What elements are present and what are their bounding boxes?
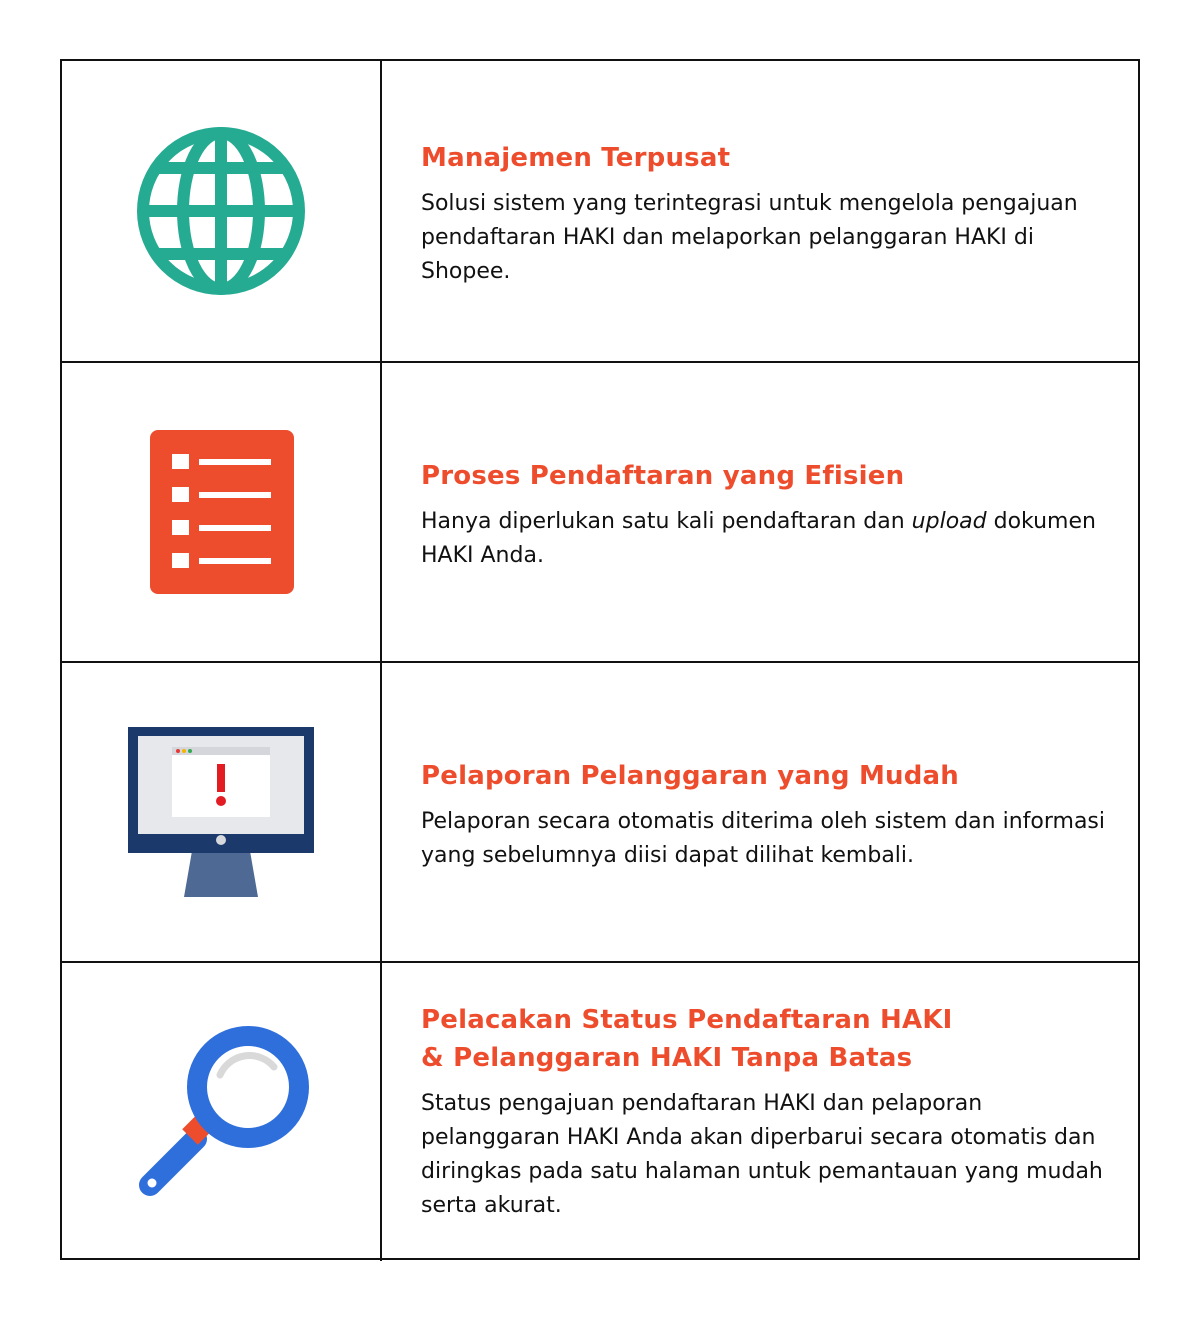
feature-title (421, 1001, 1118, 1077)
feature-description-emphasis: upload (911, 509, 987, 534)
checklist-document-icon (62, 363, 382, 663)
feature-row-status-tracking (62, 961, 1138, 1261)
feature-title-line: & Pelanggaran HAKI Tanpa Batas (421, 1043, 913, 1073)
magnifying-glass-icon (62, 963, 382, 1263)
feature-row-easy-reporting (62, 661, 1138, 961)
feature-icon-cell (62, 363, 382, 661)
feature-description: Pelaporan secara otomatis diterima oleh sistem dan informasi yang sebelumnya diisi dapat dilihat kembali. (421, 809, 1105, 868)
feature-description: Status pengajuan pendaftaran HAKI dan pelaporan pelanggaran HAKI Anda akan diperbarui secara otomatis dan diringkas pada satu halaman untuk pemantauan yang mudah serta akurat. (421, 1091, 1103, 1218)
feature-title: Pelaporan Pelanggaran yang Mudah (421, 761, 960, 791)
feature-description-text: dokumen HAKI Anda. (421, 509, 1096, 568)
feature-icon-cell (62, 663, 382, 961)
feature-text (421, 1001, 1118, 1223)
feature-title-line: Pelacakan Status Pendaftaran HAKI (421, 1005, 953, 1035)
feature-description-text: Hanya diperlukan satu kali pendaftaran dan (421, 509, 912, 534)
feature-description (421, 505, 1118, 573)
feature-title: Proses Pendaftaran yang Efisien (421, 461, 905, 491)
feature-text (421, 757, 1118, 873)
monitor-alert-icon (62, 663, 382, 963)
feature-table (60, 59, 1140, 1260)
feature-text (421, 457, 1118, 573)
feature-row-centralized-management (62, 61, 1138, 361)
globe-icon (62, 61, 382, 361)
feature-icon-cell (62, 61, 382, 361)
feature-icon-cell (62, 963, 382, 1261)
feature-text (421, 139, 1118, 289)
feature-title: Manajemen Terpusat (421, 143, 731, 173)
feature-description: Solusi sistem yang terintegrasi untuk mengelola pengajuan pendaftaran HAKI dan melaporkan pelanggaran HAKI di Shopee. (421, 191, 1078, 284)
feature-row-efficient-registration (62, 361, 1138, 661)
